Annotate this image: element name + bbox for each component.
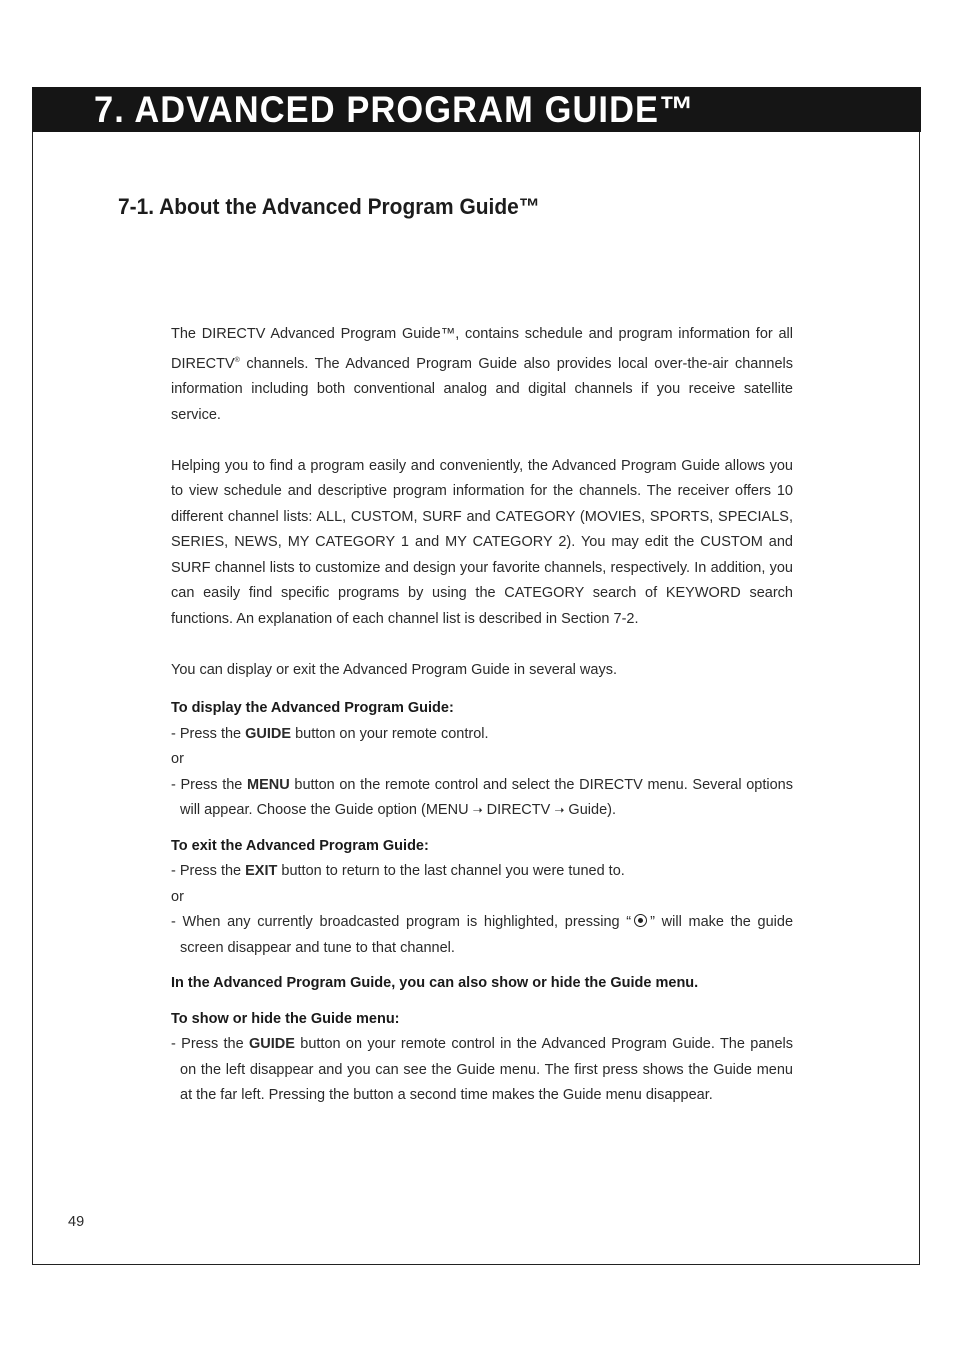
item-text: - Press the — [171, 776, 248, 793]
guide-key-label: GUIDE — [249, 1036, 295, 1052]
item-text: - Press the — [171, 1036, 250, 1052]
exit-item-ok — [171, 910, 793, 961]
item-text: button on your remote control in the Advanced Program Guide. The panels on the left disappear and you can see the Guide menu. The first press shows the Guide menu at the far left. Pressing the button a second time makes the Guide menu disappear. — [180, 1036, 793, 1103]
item-text: button to return to the last channel you were tuned to. — [277, 863, 625, 879]
arrow-right-icon: ➝ — [554, 803, 565, 817]
exit-key-label: EXIT — [245, 863, 278, 879]
ways-paragraph: You can display or exit the Advanced Program Guide in several ways. — [171, 661, 617, 678]
item-text: DIRECTV — [482, 802, 555, 818]
item-text: button on your remote control. — [291, 725, 489, 742]
toggle-item-guide — [171, 1032, 793, 1109]
item-text: Guide). — [564, 802, 616, 818]
toggle-heading: To show or hide the Guide menu: — [171, 1010, 400, 1027]
registered-mark: ® — [234, 356, 240, 364]
chapter-title: 7. ADVANCED PROGRAM GUIDE™ — [94, 89, 695, 130]
or-separator: or — [171, 888, 184, 905]
intro-text-2: channels. The Advanced Program Guide also provides local over-the-air channels information including both conventional analog and digital channels if you receive satellite service. — [171, 355, 793, 423]
chapter-title-bar — [32, 87, 921, 132]
item-text: - When any currently broadcasted program is highlighted, pressing “ — [171, 914, 632, 930]
exit-item-exit — [171, 859, 793, 885]
item-text: - Press the — [171, 725, 246, 742]
item-text: - Press the — [171, 863, 246, 879]
intro-text-1: The DIRECTV Advanced Program Guide™, contains schedule and program information for all DIRECTV — [171, 326, 793, 372]
page-number: 49 — [68, 1214, 85, 1230]
section-title: 7-1. About the Advanced Program Guide™ — [118, 194, 540, 219]
item-text: ” will make the guide screen disappear and tune to that channel. — [180, 914, 794, 956]
or-separator: or — [171, 751, 184, 767]
guide-key-label: GUIDE — [245, 725, 292, 742]
display-item-guide — [171, 722, 793, 748]
arrow-right-icon: ➝ — [472, 803, 483, 817]
exit-heading: To exit the Advanced Program Guide: — [171, 837, 429, 854]
display-heading: To display the Advanced Program Guide: — [171, 700, 454, 716]
display-item-menu — [171, 773, 793, 824]
item-text: button on the remote control and select the DIRECTV menu. Several options will appear. Choose the Guide option (MENU — [180, 776, 793, 818]
select-button-icon — [634, 914, 647, 927]
channel-lists-paragraph: Helping you to find a program easily and conveniently, the Advanced Program Guide allows you to view schedule and descriptive program information for the channels. The receiver offers 10 different channel lists: ALL, CUSTOM, SURF and CATEGORY (MOVIES, SPORTS, SPECIALS, SERIES, NEWS, MY CATEGORY 1 and MY CATEGORY 2). You may edit the CUSTOM and SURF channel lists to customize and design your favorite channels, respectively. In addition, you can easily find specific programs by using the CATEGORY search of KEYWORD search functions. An explanation of each channel list is described in Section 7-2. — [171, 457, 793, 627]
guide-menu-note: In the Advanced Program Guide, you can also show or hide the Guide menu. — [171, 975, 699, 991]
intro-paragraph — [171, 322, 793, 428]
main-content — [171, 322, 793, 1109]
menu-key-label: MENU — [247, 776, 290, 793]
